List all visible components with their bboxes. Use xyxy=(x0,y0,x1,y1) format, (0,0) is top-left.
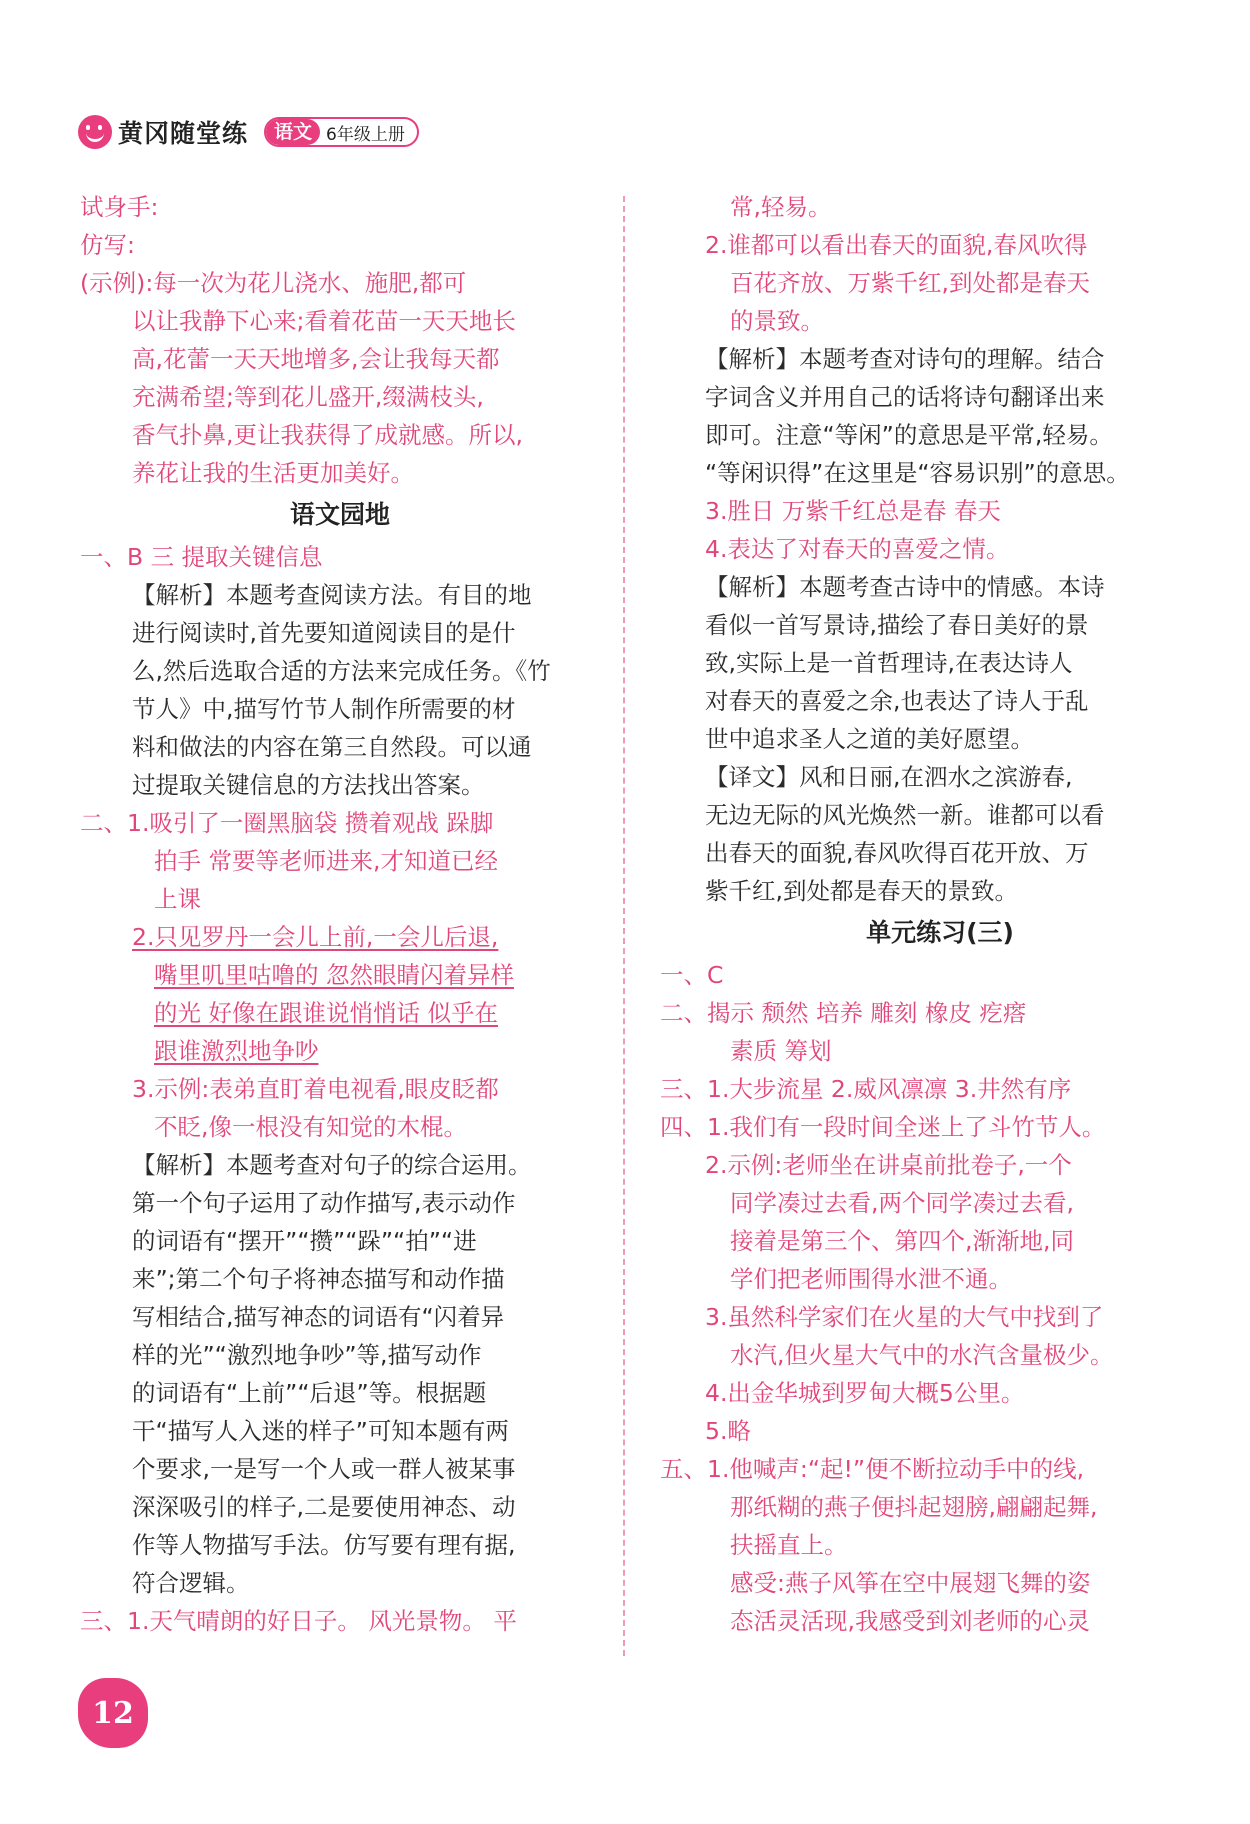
text-line: 三、1.大步流星 2.威风凛凛 3.井然有序 xyxy=(660,1075,1072,1103)
text-line: 2.谁都可以看出春天的面貌,春风吹得 xyxy=(705,231,1088,259)
text-line: 同学凑过去看,两个同学凑过去看, xyxy=(730,1189,1074,1217)
text-line: 料和做法的内容在第三自然段。可以通 xyxy=(132,733,532,761)
text-line: 上课 xyxy=(154,885,201,913)
column-divider xyxy=(623,196,625,1656)
page-number: 12 xyxy=(92,1695,134,1731)
text-line: 不眨,像一根没有知觉的木棍。 xyxy=(154,1113,467,1141)
brand-title: 黄冈随堂练 xyxy=(118,119,249,148)
section-heading: 单元练习(三) xyxy=(866,918,1014,947)
text-line: 干“描写人入迷的样子”可知本题有两 xyxy=(132,1417,509,1445)
text-line: 以让我静下心来;看着花苗一天天地长 xyxy=(132,307,516,335)
text-line: 二、揭示 颓然 培养 雕刻 橡皮 疙瘩 xyxy=(660,999,1027,1027)
text-line: (示例):每一次为花儿浇水、施肥,都可 xyxy=(80,269,467,297)
text-line: 3.示例:表弟直盯着电视看,眼皮眨都 xyxy=(132,1075,499,1103)
text-line: 紫千红,到处都是春天的景致。 xyxy=(705,877,1018,905)
text-line: 致,实际上是一首哲理诗,在表达诗人 xyxy=(705,649,1073,677)
text-line: 节人》中,描写竹节人制作所需要的材 xyxy=(132,695,516,723)
text-line: 3.虽然科学家们在火星的大气中找到了 xyxy=(705,1303,1104,1331)
text-line: 仿写: xyxy=(80,231,135,259)
text-line: 那纸糊的燕子便抖起翅膀,翩翩起舞, xyxy=(730,1493,1098,1521)
text-line: 深深吸引的样子,二是要使用神态、动 xyxy=(132,1493,516,1521)
text-line: 世中追求圣人之道的美好愿望。 xyxy=(705,725,1034,753)
text-line: 来”;第二个句子将神态描写和动作描 xyxy=(132,1265,505,1293)
text-line: 跟谁激烈地争吵 xyxy=(154,1037,319,1065)
text-line: 扶摇直上。 xyxy=(730,1531,848,1559)
text-line: 五、1.他喊声:“起!”便不断拉动手中的线, xyxy=(660,1455,1085,1483)
text-line: 第一个句子运用了动作描写,表示动作 xyxy=(132,1189,516,1217)
text-line: 感受:燕子风筝在空中展翅飞舞的姿 xyxy=(730,1569,1091,1597)
text-line: 出春天的面貌,春风吹得百花开放、万 xyxy=(705,839,1089,867)
right-column xyxy=(660,188,1175,1640)
text-line: 试身手: xyxy=(80,193,159,221)
text-line: 即可。注意“等闲”的意思是平常,轻易。 xyxy=(705,421,1113,449)
text-line: 二、1.吸引了一圈黑脑袋 攒着观战 跺脚 xyxy=(80,809,494,837)
text-line: 一、C xyxy=(660,961,724,989)
text-line: 四、1.我们有一段时间全迷上了斗竹节人。 xyxy=(660,1113,1106,1141)
text-line: 养花让我的生活更加美好。 xyxy=(132,459,414,487)
text-line: 过提取关键信息的方法找出答案。 xyxy=(132,771,485,799)
text-line: 4.表达了对春天的喜爱之情。 xyxy=(705,535,1010,563)
text-line: 无边无际的风光焕然一新。谁都可以看 xyxy=(705,801,1105,829)
text-line: 看似一首写景诗,描绘了春日美好的景 xyxy=(705,611,1089,639)
text-line: 【解析】本题考查古诗中的情感。本诗 xyxy=(705,573,1105,601)
text-line: 对春天的喜爱之余,也表达了诗人于乱 xyxy=(705,687,1089,715)
text-line: 么,然后选取合适的方法来完成任务。《竹 xyxy=(132,657,551,685)
text-line: 态活灵活现,我感受到刘老师的心灵 xyxy=(730,1607,1090,1635)
text-line: 的词语有“摆开”“攒”“跺”“拍”“进 xyxy=(132,1227,477,1255)
text-line: 充满希望;等到花儿盛开,缀满枝头, xyxy=(132,383,484,411)
grade-label: 6年级上册 xyxy=(326,124,405,145)
text-line: 【译文】风和日丽,在泗水之滨游春, xyxy=(705,763,1073,791)
text-line: 个要求,一是写一个人或一群人被某事 xyxy=(132,1455,516,1483)
text-line: 进行阅读时,首先要知道阅读目的是什 xyxy=(132,619,516,647)
text-line: 嘴里叽里咕噜的 忽然眼睛闪着异样 xyxy=(154,961,514,989)
text-line: 5.略 xyxy=(705,1417,751,1445)
text-line: 百花齐放、万紫千红,到处都是春天 xyxy=(730,269,1090,297)
text-line: 4.出金华城到罗甸大概5公里。 xyxy=(705,1379,1025,1407)
header xyxy=(78,112,419,152)
text-line: 的词语有“上前”“后退”等。根据题 xyxy=(132,1379,487,1407)
text-line: 常,轻易。 xyxy=(730,193,832,221)
subject-label: 语文 xyxy=(266,119,320,145)
smiley-logo-icon xyxy=(78,115,112,149)
section-heading: 语文园地 xyxy=(289,500,390,529)
text-line: 3.胜日 万紫千红总是春 春天 xyxy=(705,497,1001,525)
text-line: 样的光”“激烈地争吵”等,描写动作 xyxy=(132,1341,482,1369)
text-line: 【解析】本题考查对句子的综合运用。 xyxy=(132,1151,532,1179)
text-line: 学们把老师围得水泄不通。 xyxy=(730,1265,1012,1293)
page-number-badge xyxy=(78,1678,148,1748)
text-line: 拍手 常要等老师进来,才知道已经 xyxy=(154,847,498,875)
text-line: 一、B 三 提取关键信息 xyxy=(80,543,323,571)
text-line: 写相结合,描写神态的词语有“闪着异 xyxy=(132,1303,505,1331)
text-line: 高,花蕾一天天地增多,会让我每天都 xyxy=(132,345,500,373)
left-column xyxy=(80,188,600,1640)
text-line: 香气扑鼻,更让我获得了成就感。所以, xyxy=(132,421,523,449)
text-line: 2.只见罗丹一会儿上前,一会儿后退, xyxy=(132,923,499,951)
text-line: 素质 筹划 xyxy=(730,1037,832,1065)
text-line: 【解析】本题考查阅读方法。有目的地 xyxy=(132,581,532,609)
text-line: 作等人物描写手法。仿写要有理有据, xyxy=(132,1531,516,1559)
text-line: “等闲识得”在这里是“容易识别”的意思。 xyxy=(705,459,1130,487)
text-line: 接着是第三个、第四个,渐渐地,同 xyxy=(730,1227,1074,1255)
text-line: 的光 好像在跟谁说悄悄话 似乎在 xyxy=(154,999,498,1027)
text-line: 的景致。 xyxy=(730,307,824,335)
text-line: 水汽,但火星大气中的水汽含量极少。 xyxy=(730,1341,1114,1369)
text-line: 【解析】本题考查对诗句的理解。结合 xyxy=(705,345,1105,373)
text-line: 符合逻辑。 xyxy=(132,1569,250,1597)
text-line: 2.示例:老师坐在讲桌前批卷子,一个 xyxy=(705,1151,1072,1179)
text-line: 字词含义并用自己的话将诗句翻译出来 xyxy=(705,383,1105,411)
subject-badge xyxy=(264,117,419,147)
text-line: 三、1.天气晴朗的好日子。 风光景物。 平 xyxy=(80,1607,517,1635)
